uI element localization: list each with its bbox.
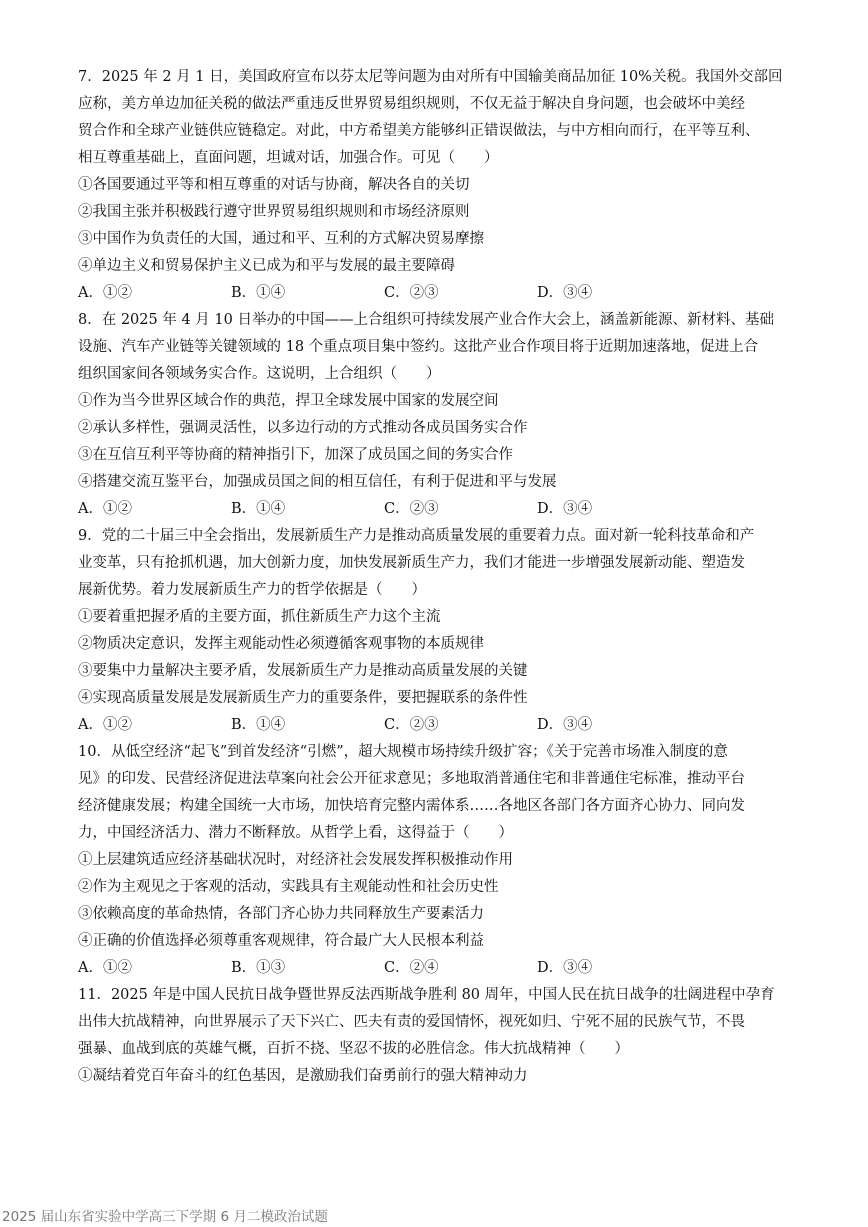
answer-option[interactable]: B．①③ — [231, 960, 286, 976]
statement-item: ③在互信互利平等协商的精神指引下，加深了成员国之间的务实合作 — [78, 447, 513, 463]
statement-item: ①要着重把握矛盾的主要方面，抓住新质生产力这个主流 — [78, 609, 441, 625]
question-block — [78, 523, 798, 739]
statement-item: ④正确的价值选择必须尊重客观规律，符合最广大人民根本利益 — [78, 933, 484, 949]
question-stem-line: 10．从低空经济“起飞”到首发经济“引燃”，超大规模市场持续升级扩容；《关于完善市场准入制度的意 — [78, 744, 728, 760]
question-stem-line: 经济健康发展；构建全国统一大市场，加快培育完整内需体系……各地区各部门各方面齐心协力、同向发 — [78, 798, 745, 814]
statement-item: ③要集中力量解决主要矛盾，发展新质生产力是推动高质量发展的关键 — [78, 663, 528, 679]
statement-item: ③中国作为负责任的大国，通过和平、互利的方式解决贸易摩擦 — [78, 231, 484, 247]
answer-option[interactable]: B．①④ — [231, 717, 286, 733]
answer-options — [78, 280, 798, 307]
question-stem-line: 相互尊重基础上，直面问题，坦诚对话，加强合作。可见（ ） — [78, 150, 499, 166]
answer-options — [78, 955, 798, 982]
statement-item: ②承认多样性，强调灵活性，以多边行动的方式推动各成员国务实合作 — [78, 420, 528, 436]
answer-options — [78, 712, 798, 739]
answer-option[interactable]: C．②③ — [384, 285, 439, 301]
question-stem-line: 贸合作和全球产业链供应链稳定。对此，中方希望美方能够纠正错误做法，与中方相向而行，在平等互利、 — [78, 123, 760, 139]
answer-options — [78, 496, 798, 523]
answer-option[interactable]: C．②④ — [384, 960, 439, 976]
question-stem-line: 力，中国经济活力、潜力不断释放。从哲学上看，这得益于（ ） — [78, 825, 513, 841]
question-stem-line: 9．党的二十届三中全会指出，发展新质生产力是推动高质量发展的重要着力点。面对新一轮科技革命和产 — [78, 528, 755, 544]
answer-option[interactable]: C．②③ — [384, 501, 439, 517]
answer-option[interactable]: D．③④ — [537, 717, 593, 733]
statement-item: ④实现高质量发展是发展新质生产力的重要条件，要把握联系的条件性 — [78, 690, 528, 706]
question-stem-line: 展新优势。着力发展新质生产力的哲学依据是（ ） — [78, 582, 426, 598]
answer-option[interactable]: D．③④ — [537, 960, 593, 976]
answer-option[interactable]: D．③④ — [537, 285, 593, 301]
answer-option[interactable]: B．①④ — [231, 501, 286, 517]
question-block — [78, 307, 798, 523]
statement-item: ①各国要通过平等和相互尊重的对话与协商，解决各自的关切 — [78, 177, 470, 193]
question-stem-line: 见》的印发、民营经济促进法草案向社会公开征求意见；多地取消普通住宅和非普通住宅标准，推动平台 — [78, 771, 745, 787]
answer-option[interactable]: A．①② — [78, 501, 132, 517]
answer-option[interactable]: A．①② — [78, 717, 132, 733]
statement-item: ②我国主张并积极践行遵守世界贸易组织规则和市场经济原则 — [78, 204, 470, 220]
question-stem-line: 设施、汽车产业链等关键领域的 18 个重点项目集中签约。这批产业合作项目将于近期加速落地，促进上合 — [78, 339, 759, 355]
question-stem-line: 应称，美方单边加征关税的做法严重违反世界贸易组织规则，不仅无益于解决自身问题，也会破坏中美经 — [78, 96, 745, 112]
answer-option[interactable]: D．③④ — [537, 501, 593, 517]
question-stem-line: 11．2025 年是中国人民抗日战争暨世界反法西斯战争胜利 80 周年，中国人民在抗日战争的壮阔进程中孕育 — [78, 987, 775, 1003]
answer-option[interactable]: B．①④ — [231, 285, 286, 301]
statement-item: ②作为主观见之于客观的活动，实践具有主观能动性和社会历史性 — [78, 879, 499, 895]
question-stem-line: 7．2025 年 2 月 1 日，美国政府宣布以芬太尼等问题为由对所有中国输美商品加征 10%关税。我国外交部回 — [78, 69, 783, 85]
question-stem-line: 组织国家间各领域务实合作。这说明，上合组织（ ） — [78, 366, 441, 382]
statement-item: ②物质决定意识，发挥主观能动性必须遵循客观事物的本质规律 — [78, 636, 484, 652]
question-stem-line: 业变革，只有抢抓机遇，加大创新力度，加快发展新质生产力，我们才能进一步增强发展新动能、塑造发 — [78, 555, 745, 571]
question-stem-line: 强暴、血战到底的英雄气概，百折不挠、坚忍不拔的必胜信念。伟大抗战精神（ ） — [78, 1041, 629, 1057]
question-stem-line: 出伟大抗战精神，向世界展示了天下兴亡、匹夫有责的爱国情怀，视死如归、宁死不屈的民族气节，不畏 — [78, 1014, 745, 1030]
statement-item: ①上层建筑适应经济基础状况时，对经济社会发展发挥积极推动作用 — [78, 852, 513, 868]
statement-item: ③依赖高度的革命热情，各部门齐心协力共同释放生产要素活力 — [78, 906, 484, 922]
statement-item: ④搭建交流互鉴平台，加强成员国之间的相互信任，有利于促进和平与发展 — [78, 474, 557, 490]
question-block — [78, 982, 798, 1090]
page-footer: 2025 届山东省实验中学高三下学期 6 月二模政治试题 — [2, 1209, 328, 1225]
statement-item: ①作为当今世界区域合作的典范，捍卫全球发展中国家的发展空间 — [78, 393, 499, 409]
answer-option[interactable]: A．①② — [78, 960, 132, 976]
question-block — [78, 739, 798, 982]
answer-option[interactable]: A．①② — [78, 285, 132, 301]
answer-option[interactable]: C．②③ — [384, 717, 439, 733]
statement-item: ①凝结着党百年奋斗的红色基因，是激励我们奋勇前行的强大精神动力 — [78, 1068, 528, 1084]
statement-item: ④单边主义和贸易保护主义已成为和平与发展的最主要障碍 — [78, 258, 455, 274]
question-list — [78, 64, 798, 1090]
question-block — [78, 64, 798, 307]
question-stem-line: 8．在 2025 年 4 月 10 日举办的中国——上合组织可持续发展产业合作大会上，涵盖新能源、新材料、基础 — [78, 312, 774, 328]
